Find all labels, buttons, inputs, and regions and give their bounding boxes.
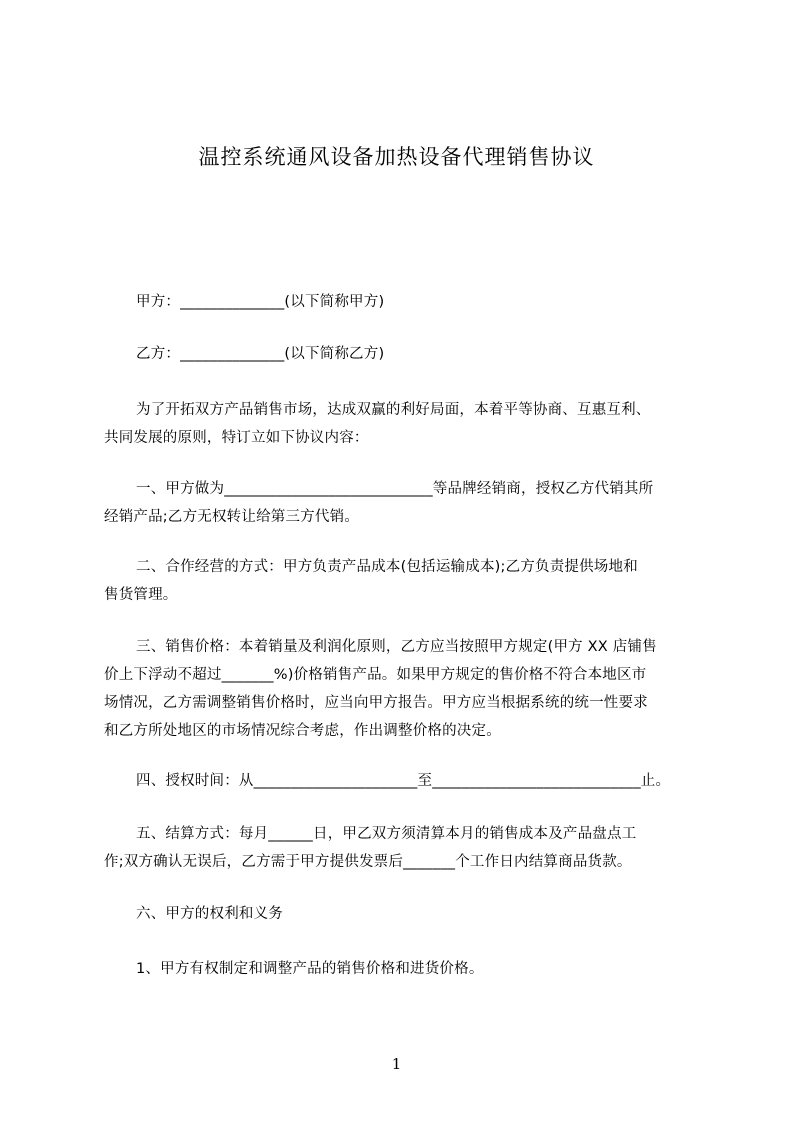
clause-2-line-2: 售货管理。 [104,587,178,603]
page-number: 1 [391,1055,402,1073]
preamble-line-2: 共同发展的原则，特订立如下协议内容： [104,430,369,446]
clause-2-line-1: 二、合作经营的方式：甲方负责产品成本(包括运输成本);乙方负责提供场地和 [136,559,638,575]
clause-5-line-2: 作;双方确认无误后，乙方需于甲方提供发票后_______个工作日内结算商品货款。 [104,854,632,870]
clause-4-paragraph [104,767,733,795]
clause-6-heading [104,900,733,928]
clause-6-item-1 [104,955,733,983]
clause-3-line-3: 场情况，乙方需调整销售价格时，应当向甲方报告。甲方应当根据系统的统一性要求 [104,695,648,711]
clause-3-line-2: 价上下浮动不超过_______%)价格销售产品。如果甲方规定的售价格不符合本地区市 [104,667,647,683]
clause-5-paragraph [104,820,701,876]
preamble-line-1: 为了开拓双方产品销售市场，达成双赢的利好局面，本着平等协商、互惠互利、 [136,402,651,418]
clause-3-line-4: 和乙方所处地区的市场情况综合考虑，作出调整价格的决定。 [104,723,501,739]
clause-1-line-1: 一、甲方做为____________________________等品牌经销商，授权乙方代销其所 [136,481,654,497]
clause-3-line-1: 三、销售价格：本着销量及利润化原则，乙方应当按照甲方规定(甲方 XX 店铺售 [136,639,657,655]
clause-6-heading-text: 六、甲方的权利和义务 [136,906,283,922]
clause-3-paragraph [104,633,701,745]
clause-4-line: 四、授权时间：从______________________至____________________________止。 [136,773,671,789]
party-b-line [104,340,733,368]
party-a-line [104,288,733,316]
clause-1-line-2: 经销产品;乙方无权转让给第三方代销。 [104,509,359,525]
clause-2-paragraph [104,553,701,609]
party-b-text: 乙方：______________(以下简称乙方) [136,346,385,362]
clause-5-line-1: 五、结算方式：每月______日，甲乙双方须清算本月的销售成本及产品盘点工 [136,826,637,842]
clause-6-item-1-text: 1、甲方有权制定和调整产品的销售价格和进货价格。 [136,961,484,977]
clause-1-paragraph [104,475,701,531]
preamble-paragraph [104,396,701,452]
document-title: 温控系统通风设备加热设备代理销售协议 [198,145,595,169]
party-a-text: 甲方：______________(以下简称甲方) [136,294,385,310]
